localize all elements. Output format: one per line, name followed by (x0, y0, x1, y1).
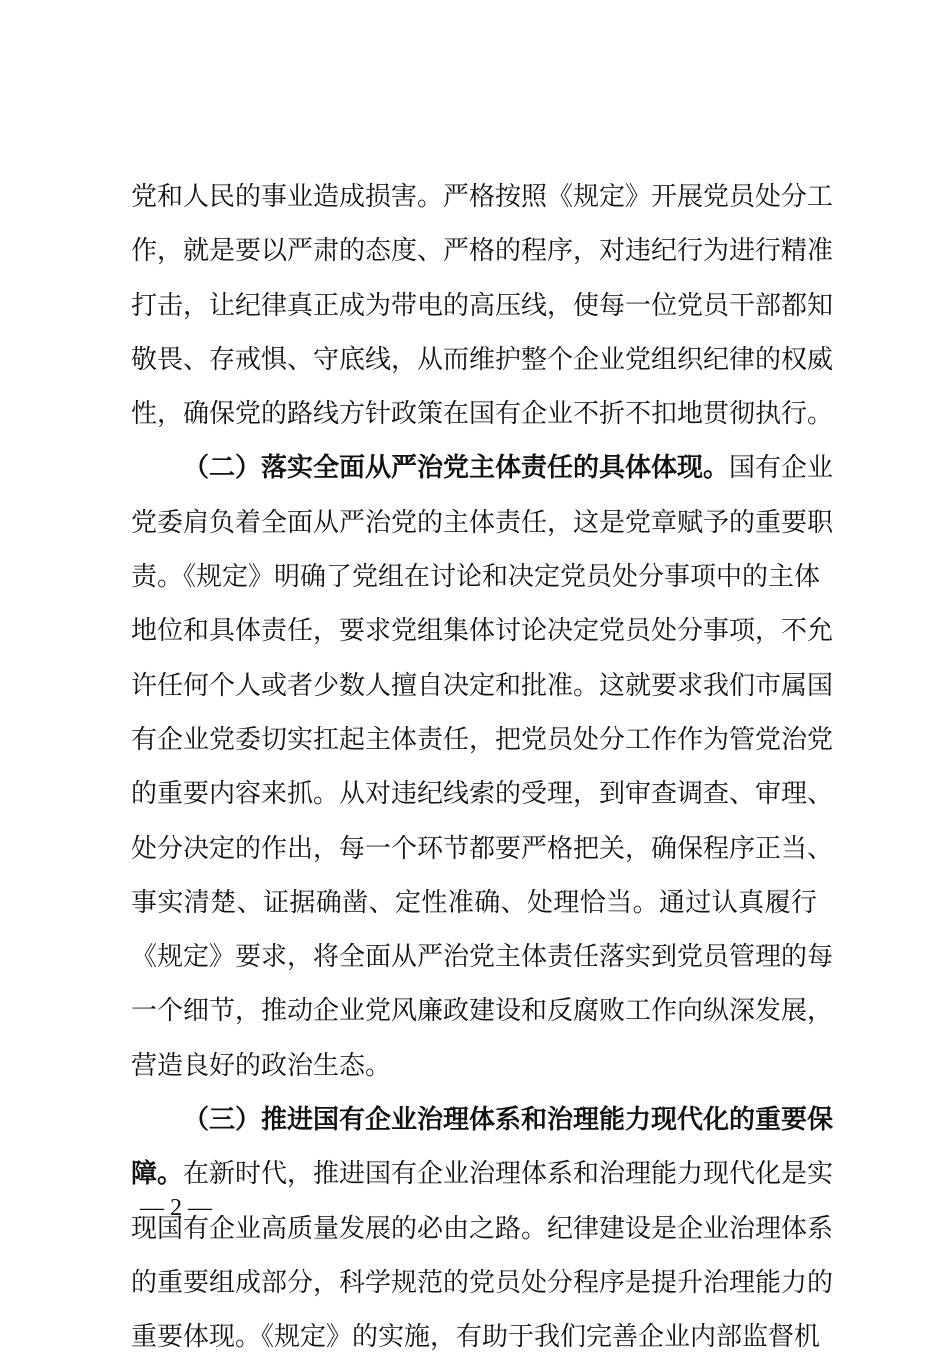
paragraph-line: 党委肩负着全面从严治党的主体责任，这是党章赋予的重要职 (131, 507, 834, 538)
paragraph-line (131, 1147, 834, 1201)
paragraph-line: 一个细节，推动企业党风廉政建设和反腐败工作向纵深发展， (131, 996, 834, 1027)
paragraph-line: 地位和具体责任，要求党组集体讨论决定党员处分事项，不允 (131, 616, 834, 647)
paragraph-line: 的重要内容来抓。从对违纪线索的受理，到审查调查、审理、 (131, 779, 834, 810)
paragraph-line: 作，就是要以严肃的态度、严格的程序，对违纪行为进行精准 (131, 236, 834, 267)
page-number: — 2 — (140, 1195, 212, 1221)
section-heading-line (131, 1093, 834, 1147)
section-heading-3: （三）推进国有企业治理体系和治理能力现代化的重要保 (183, 1105, 834, 1136)
paragraph-line: 重要体现。《规定》的实施，有助于我们完善企业内部监督机 (131, 1322, 821, 1353)
paragraph-line: 责。《规定》明确了党组在讨论和决定党员处分事项中的主体 (131, 562, 821, 593)
paragraph-line: 有企业党委切实扛起主体责任，把党员处分工作作为管党治党 (131, 724, 834, 755)
section-heading-2: （二）落实全面从严治党主体责任的具体体现。 (183, 453, 730, 484)
paragraph-text: 国有企业 (729, 453, 834, 484)
section-heading-3-cont: 障。 (131, 1159, 184, 1190)
paragraph-line: 现国有企业高质量发展的必由之路。纪律建设是企业治理体系 (131, 1213, 834, 1244)
paragraph-line: 处分决定的作出，每一个环节都要严格把关，确保程序正当、 (131, 833, 834, 864)
paragraph-line: 许任何个人或者少数人擅自决定和批准。这就要求我们市属国 (131, 670, 834, 701)
paragraph-line: 打击，让纪律真正成为带电的高压线，使每一位党员干部都知 (131, 290, 834, 321)
paragraph-line: 营造良好的政治生态。 (131, 1050, 392, 1081)
paragraph-line: 党和人民的事业造成损害。严格按照《规定》开展党员处分工 (131, 182, 834, 212)
paragraph-line: 敬畏、存戒惧、守底线，从而维护整个企业党组织纪律的权威 (131, 344, 834, 375)
paragraph-line: 《规定》要求，将全面从严治党主体责任落实到党员管理的每 (131, 942, 834, 973)
section-heading-line (131, 441, 834, 495)
paragraph-text: 在新时代，推进国有企业治理体系和治理能力现代化是实 (183, 1159, 834, 1190)
paragraph-line: 事实清楚、证据确凿、定性准确、处理恰当。通过认真履行 (131, 887, 817, 918)
paragraph-line: 的重要组成部分，科学规范的党员处分程序是提升治理能力的 (131, 1267, 834, 1298)
body-text (131, 170, 834, 1365)
paragraph-line: 性，确保党的路线方针政策在国有企业不折不扣地贯彻执行。 (131, 399, 834, 430)
